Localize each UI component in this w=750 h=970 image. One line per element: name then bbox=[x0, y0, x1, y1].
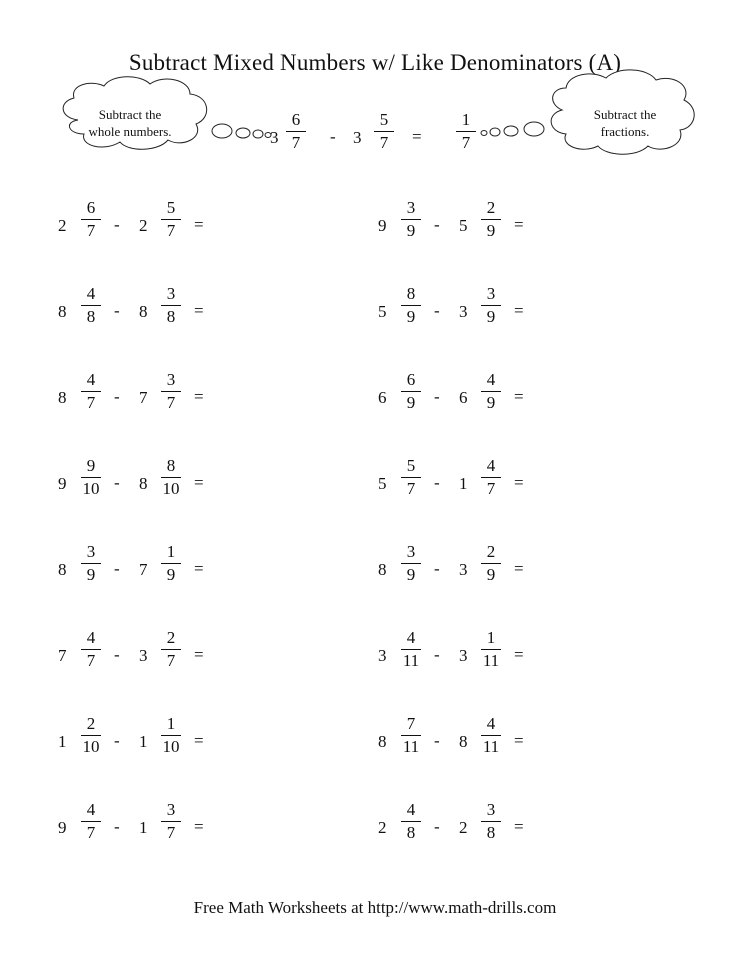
numerator-1: 8 bbox=[406, 284, 416, 303]
numerator-1: 5 bbox=[406, 456, 416, 475]
fraction-1 bbox=[78, 284, 104, 328]
fraction-1 bbox=[398, 284, 424, 328]
worksheet-title: Subtract Mixed Numbers w/ Like Denominators (A) bbox=[128, 50, 622, 75]
minus-sign: - bbox=[114, 731, 120, 750]
numerator-1: 6 bbox=[406, 370, 416, 389]
fraction-1 bbox=[398, 370, 424, 414]
whole-2: 6 bbox=[459, 388, 468, 407]
denominator-2: 9 bbox=[166, 565, 176, 584]
numerator-1: 3 bbox=[406, 542, 416, 561]
fraction-2 bbox=[158, 284, 184, 328]
left-cloud-line-1: Subtract the bbox=[98, 107, 162, 122]
whole-1: 8 bbox=[378, 560, 387, 579]
numerator-2: 3 bbox=[166, 800, 176, 819]
minus-sign: - bbox=[434, 817, 440, 836]
numerator-1: 3 bbox=[86, 542, 96, 561]
fraction-2 bbox=[158, 714, 184, 758]
numerator-2: 2 bbox=[486, 542, 496, 561]
denominator-2: 7 bbox=[166, 393, 176, 412]
subtraction-problem bbox=[58, 628, 218, 688]
denominator-1: 7 bbox=[86, 823, 96, 842]
equals-sign: = bbox=[194, 817, 204, 836]
numerator-1: 3 bbox=[406, 198, 416, 217]
equals-sign: = bbox=[194, 301, 204, 320]
denominator-2: 9 bbox=[486, 307, 496, 326]
denominator-2: 7 bbox=[166, 221, 176, 240]
right-cloud-line-1: Subtract the bbox=[593, 107, 657, 122]
whole-2: 3 bbox=[459, 560, 468, 579]
denominator-1: 7 bbox=[406, 479, 416, 498]
denominator-1: 10 bbox=[82, 479, 100, 498]
whole-2: 3 bbox=[459, 302, 468, 321]
minus-sign: - bbox=[434, 559, 440, 578]
fraction-2 bbox=[478, 542, 504, 586]
numerator-2: 4 bbox=[486, 714, 496, 733]
denominator-1: 9 bbox=[406, 307, 416, 326]
whole-1: 5 bbox=[378, 302, 387, 321]
whole-2: 1 bbox=[139, 732, 148, 751]
denominator-2: 7 bbox=[166, 823, 176, 842]
denominator-1: 9 bbox=[406, 393, 416, 412]
denominator-2: 8 bbox=[166, 307, 176, 326]
whole-2: 1 bbox=[459, 474, 468, 493]
fraction-2 bbox=[478, 628, 504, 672]
fraction-2 bbox=[478, 198, 504, 242]
fraction-1 bbox=[283, 110, 309, 154]
fraction-1 bbox=[78, 800, 104, 844]
whole-1: 3 bbox=[378, 646, 387, 665]
whole-2: 8 bbox=[139, 474, 148, 493]
subtraction-problem bbox=[378, 800, 538, 860]
answer-numerator: 1 bbox=[461, 110, 471, 129]
equals-sign: = bbox=[194, 645, 204, 664]
fraction-1 bbox=[398, 714, 424, 758]
equals-sign: = bbox=[194, 559, 204, 578]
whole-2: 1 bbox=[139, 818, 148, 837]
minus-sign: - bbox=[434, 473, 440, 492]
right-cloud-line-2: fractions. bbox=[600, 124, 650, 139]
minus-sign: - bbox=[434, 387, 440, 406]
fraction-1 bbox=[398, 198, 424, 242]
denominator-2: 9 bbox=[486, 221, 496, 240]
subtraction-problem bbox=[378, 714, 538, 774]
denominator-2: 7 bbox=[486, 479, 496, 498]
subtraction-problem bbox=[378, 284, 538, 344]
equals-sign: = bbox=[514, 387, 524, 406]
fraction-2 bbox=[478, 284, 504, 328]
denominator-1: 10 bbox=[82, 737, 100, 756]
fraction-2 bbox=[478, 456, 504, 500]
fraction-1 bbox=[78, 628, 104, 672]
minus-sign: - bbox=[114, 301, 120, 320]
fraction-1 bbox=[78, 542, 104, 586]
subtraction-problem bbox=[58, 370, 218, 430]
numerator-2: 1 bbox=[486, 628, 496, 647]
whole-1: 8 bbox=[58, 388, 67, 407]
whole-2: 2 bbox=[459, 818, 468, 837]
numerator-2: 3 bbox=[166, 370, 176, 389]
whole-1: 8 bbox=[378, 732, 387, 751]
fraction-1 bbox=[398, 456, 424, 500]
whole-1: 2 bbox=[58, 216, 67, 235]
fraction-2 bbox=[158, 456, 184, 500]
whole-1: 8 bbox=[58, 302, 67, 321]
denominator-1: 7 bbox=[291, 133, 301, 152]
whole-2: 3 bbox=[353, 128, 362, 147]
subtraction-problem bbox=[58, 456, 218, 516]
equals-sign: = bbox=[514, 215, 524, 234]
denominator-2: 11 bbox=[482, 651, 500, 670]
subtraction-problem bbox=[58, 198, 218, 258]
subtraction-problem bbox=[378, 456, 538, 516]
denominator-1: 8 bbox=[86, 307, 96, 326]
numerator-2: 1 bbox=[166, 714, 176, 733]
denominator-2: 9 bbox=[486, 393, 496, 412]
numerator-2: 1 bbox=[166, 542, 176, 561]
numerator-2: 4 bbox=[486, 370, 496, 389]
whole-2: 3 bbox=[459, 646, 468, 665]
numerator-2: 3 bbox=[486, 284, 496, 303]
whole-1: 8 bbox=[58, 560, 67, 579]
denominator-2: 11 bbox=[482, 737, 500, 756]
numerator-2: 5 bbox=[379, 110, 389, 129]
denominator-1: 7 bbox=[86, 393, 96, 412]
minus-sign: - bbox=[330, 127, 336, 146]
example-clouds-graphic bbox=[0, 0, 750, 200]
minus-sign: - bbox=[114, 473, 120, 492]
whole-1: 1 bbox=[58, 732, 67, 751]
whole-1: 7 bbox=[58, 646, 67, 665]
equals-sign: = bbox=[514, 645, 524, 664]
equals-sign: = bbox=[514, 817, 524, 836]
numerator-2: 5 bbox=[166, 198, 176, 217]
numerator-1: 7 bbox=[406, 714, 416, 733]
equals-sign: = bbox=[514, 559, 524, 578]
numerator-1: 9 bbox=[86, 456, 96, 475]
subtraction-problem bbox=[378, 370, 538, 430]
whole-2: 8 bbox=[139, 302, 148, 321]
fraction-1 bbox=[398, 800, 424, 844]
whole-2: 3 bbox=[139, 646, 148, 665]
whole-2: 2 bbox=[139, 216, 148, 235]
fraction-1 bbox=[398, 628, 424, 672]
numerator-2: 8 bbox=[166, 456, 176, 475]
whole-1: 2 bbox=[378, 818, 387, 837]
whole-1: 9 bbox=[378, 216, 387, 235]
fraction-1 bbox=[398, 542, 424, 586]
numerator-2: 2 bbox=[486, 198, 496, 217]
subtraction-problem bbox=[378, 628, 538, 688]
fraction-1 bbox=[78, 198, 104, 242]
denominator-2: 10 bbox=[162, 737, 180, 756]
left-cloud-text bbox=[80, 106, 180, 140]
equals-sign: = bbox=[194, 387, 204, 406]
fraction-2 bbox=[158, 370, 184, 414]
numerator-1: 6 bbox=[86, 198, 96, 217]
denominator-1: 9 bbox=[406, 221, 416, 240]
equals-sign: = bbox=[514, 301, 524, 320]
subtraction-problem bbox=[58, 800, 218, 860]
equals-sign: = bbox=[514, 731, 524, 750]
whole-2: 7 bbox=[139, 560, 148, 579]
numerator-1: 4 bbox=[86, 800, 96, 819]
whole-1: 5 bbox=[378, 474, 387, 493]
numerator-2: 2 bbox=[166, 628, 176, 647]
subtraction-problem bbox=[58, 542, 218, 602]
footer-credit: Free Math Worksheets at http://www.math-drills.com bbox=[193, 898, 557, 917]
numerator-1: 6 bbox=[291, 110, 301, 129]
fraction-2 bbox=[371, 110, 397, 154]
numerator-1: 4 bbox=[86, 628, 96, 647]
whole-2: 5 bbox=[459, 216, 468, 235]
whole-2: 7 bbox=[139, 388, 148, 407]
denominator-1: 8 bbox=[406, 823, 416, 842]
left-cloud-line-2: whole numbers. bbox=[88, 124, 172, 139]
denominator-1: 11 bbox=[402, 651, 420, 670]
numerator-1: 4 bbox=[406, 800, 416, 819]
numerator-1: 2 bbox=[86, 714, 96, 733]
numerator-1: 4 bbox=[86, 370, 96, 389]
whole-1: 3 bbox=[270, 128, 279, 147]
fraction-2 bbox=[158, 542, 184, 586]
minus-sign: - bbox=[434, 301, 440, 320]
fraction-2 bbox=[478, 800, 504, 844]
answer-denominator: 7 bbox=[461, 133, 471, 152]
denominator-1: 9 bbox=[86, 565, 96, 584]
minus-sign: - bbox=[434, 215, 440, 234]
fraction-2 bbox=[158, 198, 184, 242]
fraction-2 bbox=[158, 800, 184, 844]
fraction-1 bbox=[78, 456, 104, 500]
minus-sign: - bbox=[434, 645, 440, 664]
numerator-2: 4 bbox=[486, 456, 496, 475]
equals-sign: = bbox=[194, 215, 204, 234]
denominator-2: 7 bbox=[166, 651, 176, 670]
subtraction-problem bbox=[58, 714, 218, 774]
example-answer bbox=[453, 110, 479, 154]
numerator-1: 4 bbox=[86, 284, 96, 303]
minus-sign: - bbox=[434, 731, 440, 750]
denominator-2: 8 bbox=[486, 823, 496, 842]
fraction-1 bbox=[78, 714, 104, 758]
fraction-2 bbox=[478, 714, 504, 758]
minus-sign: - bbox=[114, 559, 120, 578]
numerator-2: 3 bbox=[486, 800, 496, 819]
example-problem bbox=[270, 110, 480, 170]
whole-1: 9 bbox=[58, 474, 67, 493]
whole-1: 9 bbox=[58, 818, 67, 837]
subtraction-problem bbox=[378, 542, 538, 602]
equals-sign: = bbox=[514, 473, 524, 492]
whole-1: 6 bbox=[378, 388, 387, 407]
subtraction-problem bbox=[58, 284, 218, 344]
minus-sign: - bbox=[114, 817, 120, 836]
equals-sign: = bbox=[194, 473, 204, 492]
subtraction-problem bbox=[378, 198, 538, 258]
fraction-2 bbox=[478, 370, 504, 414]
fraction-2 bbox=[158, 628, 184, 672]
numerator-1: 4 bbox=[406, 628, 416, 647]
denominator-2: 10 bbox=[162, 479, 180, 498]
numerator-2: 3 bbox=[166, 284, 176, 303]
denominator-1: 7 bbox=[86, 221, 96, 240]
whole-2: 8 bbox=[459, 732, 468, 751]
denominator-2: 7 bbox=[379, 133, 389, 152]
denominator-1: 7 bbox=[86, 651, 96, 670]
denominator-1: 11 bbox=[402, 737, 420, 756]
fraction-1 bbox=[78, 370, 104, 414]
minus-sign: - bbox=[114, 645, 120, 664]
denominator-2: 9 bbox=[486, 565, 496, 584]
minus-sign: - bbox=[114, 215, 120, 234]
equals-sign: = bbox=[194, 731, 204, 750]
minus-sign: - bbox=[114, 387, 120, 406]
right-cloud-text bbox=[570, 106, 680, 140]
equals-sign: = bbox=[412, 127, 422, 146]
denominator-1: 9 bbox=[406, 565, 416, 584]
